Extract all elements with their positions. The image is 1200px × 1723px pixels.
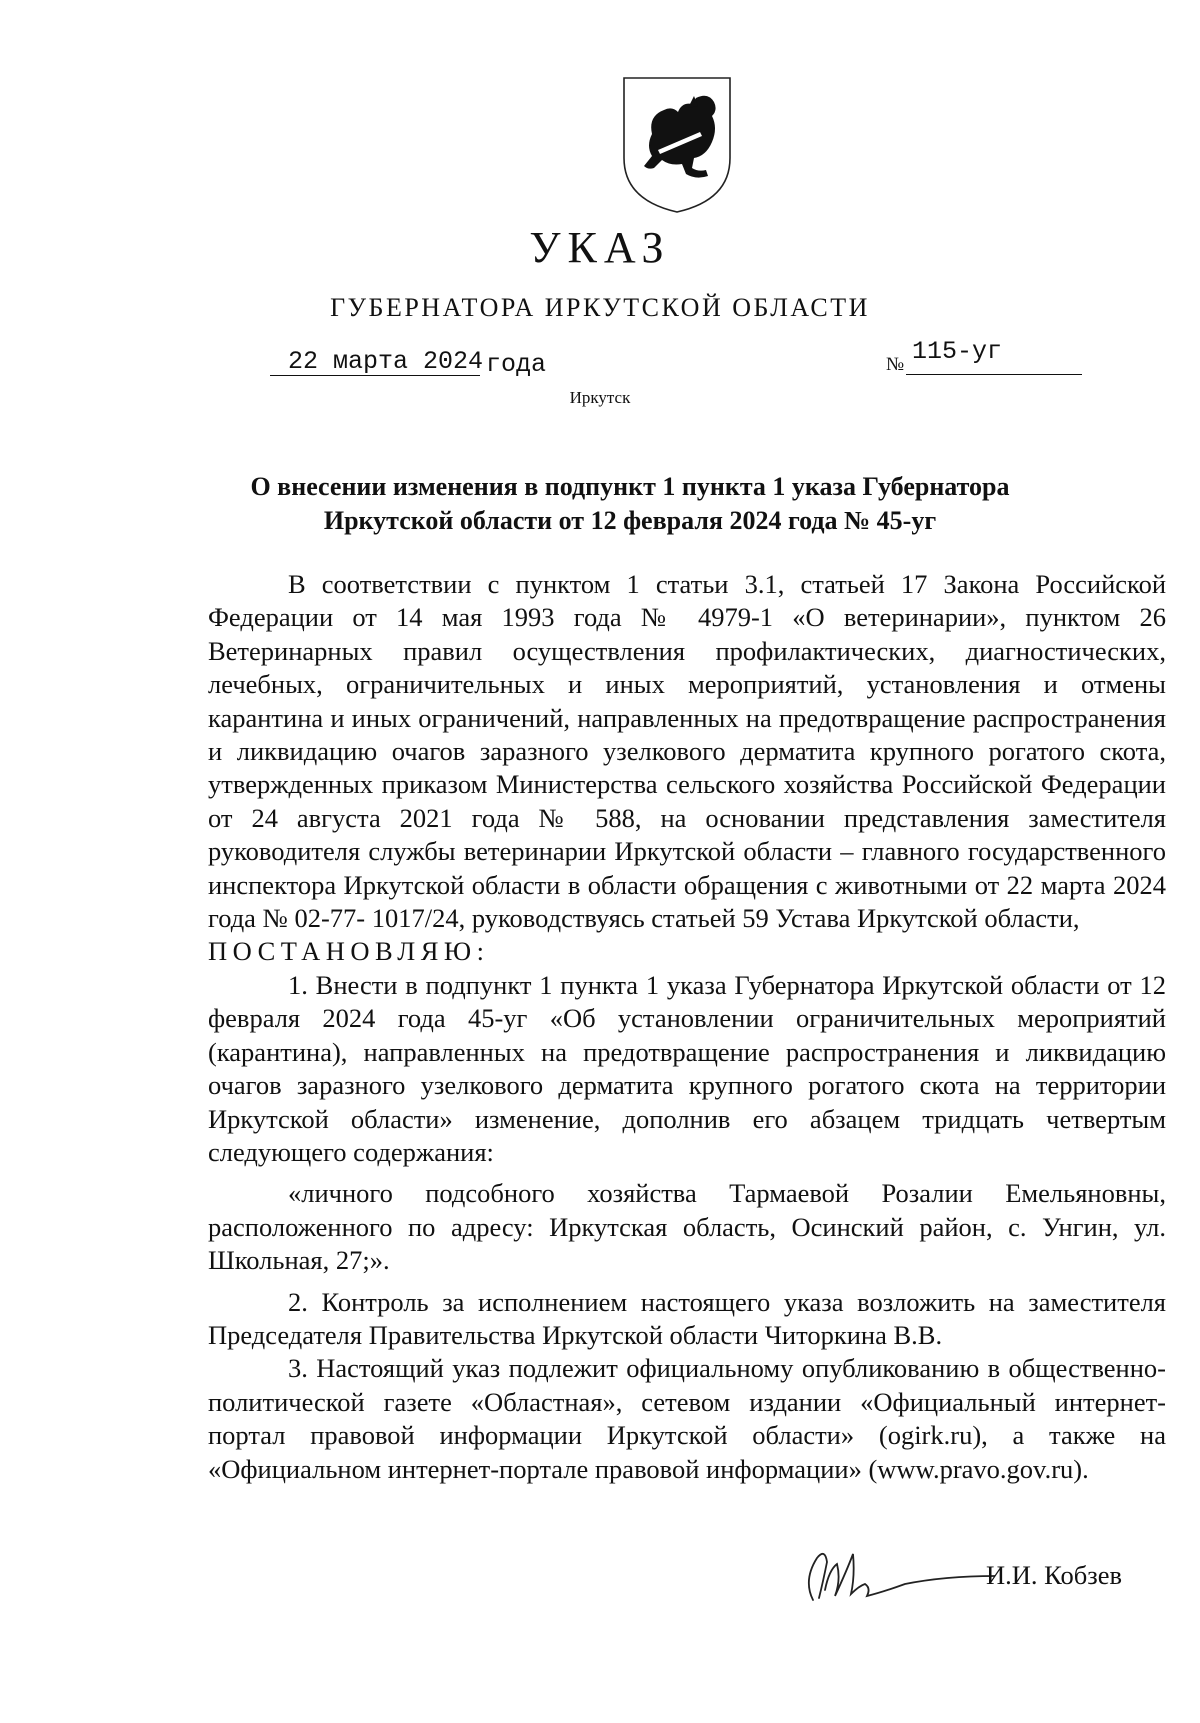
decree-word: ПОСТАНОВЛЯЮ: — [208, 936, 490, 967]
number-sign: № — [886, 354, 905, 375]
signature-icon — [795, 1540, 995, 1615]
item-3-paragraph: 3. Настоящий указ подлежит официальному опубликованию в общественно-политической газете «Областная», сетевом издании «Официальный интернет-портал правовой информации Иркутской области» (ogirk.ru), а также на «Официальном интернет-портале правовой информации» (www.pravo.gov.ru). — [208, 1353, 1166, 1484]
handwritten-signature — [795, 1540, 995, 1615]
decree-number: 115-уг — [912, 337, 1003, 366]
coat-of-arms-emblem — [618, 72, 736, 216]
document-type-title: УКАЗ — [529, 223, 671, 272]
item-1-paragraph: 1. Внести в подпункт 1 пункта 1 указа Губернатора Иркутской области от 12 февраля 2024 года 45-уг «Об установлении ограничительных мероприятий (карантина), направленных на предотвращение распространения и ликвидацию очагов заразного узелкового дерматита крупного рогатого скота на территории Иркутской области» изменение, дополнив его абзацем тридцать четвертым следующего содержания: — [208, 969, 1166, 1167]
heading-line-1: О внесении изменения в подпункт 1 пункта 1 указа Губернатора — [250, 472, 1010, 501]
decree-body — [208, 568, 1166, 1486]
item-1-quote-paragraph: «личного подсобного хозяйства Тармаевой Розалии Емельяновны, расположенного по адресу: Иркутская область, Осинский район, с. Унгин, ул. Школьная, 27;». — [208, 1178, 1166, 1276]
decree-heading — [200, 470, 1060, 538]
decree-date: 22 марта 2024 — [288, 347, 484, 376]
preamble-paragraph: В соответствии с пунктом 1 статьи 3.1, статьей 17 Закона Российской Федерации от 14 мая 1993 года № 4979-1 «О ветеринарии», пунктом 26 Ветеринарных правил осуществления профилактических, диагностических, лечебных, ограничительных и иных мероприятий, установления и отмены карантина и иных ограничений, направленных на предотвращение распространения и ликвидацию очагов заразного узелкового дерматита крупного рогатого скота, утвержденных приказом Министерства сельского хозяйства Российской Федерации от 24 августа 2021 года № 588, на основании представления заместителя руководителя службы ветеринарии Иркутской области – главного государственного инспектора Иркутской области в области обращения с животными от 22 марта 2024 года № 02-77- 1017/24, руководствуясь статьей 59 Устава Иркутской области, — [208, 569, 1166, 934]
heading-line-2: Иркутской области от 12 февраля 2024 года № 45-уг — [323, 506, 937, 535]
signer-name: И.И. Кобзев — [986, 1560, 1122, 1590]
issuer-subtitle: ГУБЕРНАТОРА ИРКУТСКОЙ ОБЛАСТИ — [330, 293, 870, 322]
issue-city: Иркутск — [569, 388, 631, 407]
decree-date-suffix: года — [486, 350, 547, 379]
item-2-paragraph: 2. Контроль за исполнением настоящего указа возложить на заместителя Председателя Правительства Иркутской области Читоркина В.В. — [208, 1286, 1166, 1350]
coat-of-arms-icon — [618, 72, 736, 216]
